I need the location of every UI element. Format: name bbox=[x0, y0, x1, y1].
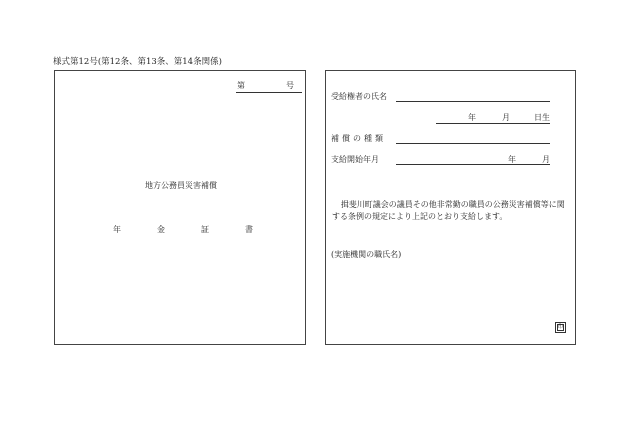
agency-name-label: (実施機関の職氏名) bbox=[331, 250, 402, 259]
certificate-left-panel bbox=[54, 70, 306, 345]
certificate-title-char-2: 金 bbox=[157, 225, 165, 234]
birth-day-label: 日生 bbox=[534, 113, 550, 122]
number-prefix: 第 bbox=[237, 81, 245, 90]
certificate-title-char-1: 年 bbox=[113, 225, 121, 234]
number-suffix: 号 bbox=[286, 81, 294, 90]
birth-date-line[interactable] bbox=[436, 123, 550, 124]
payment-year-label: 年 bbox=[508, 155, 516, 164]
seal-icon: 印 bbox=[558, 324, 564, 330]
form-number-heading: 様式第12号(第12条、第13条、第14条関係) bbox=[53, 57, 222, 67]
certificate-title-char-3: 証 bbox=[201, 225, 209, 234]
recipient-name-label: 受給権者の氏名 bbox=[331, 92, 387, 101]
certificate-subtitle: 地方公務員災害補償 bbox=[145, 181, 217, 190]
payment-start-line[interactable] bbox=[396, 164, 550, 165]
number-underline bbox=[236, 92, 302, 93]
birth-month-label: 月 bbox=[502, 113, 510, 122]
payment-statement: 揖斐川町議会の議員その他非常勤の職員の公務災害補償等に関する条例の規定により上記のとおり支給します。 bbox=[332, 200, 565, 221]
birth-year-label: 年 bbox=[468, 113, 476, 122]
payment-start-label: 支給開始年月 bbox=[331, 155, 379, 164]
certificate-title-char-4: 書 bbox=[245, 225, 253, 234]
compensation-type-label: 補償の種類 bbox=[331, 134, 386, 143]
seal-mark bbox=[555, 322, 566, 333]
compensation-type-line[interactable] bbox=[396, 143, 550, 144]
payment-month-label: 月 bbox=[542, 155, 550, 164]
recipient-name-line[interactable] bbox=[396, 101, 550, 102]
certificate-right-panel bbox=[325, 70, 576, 345]
